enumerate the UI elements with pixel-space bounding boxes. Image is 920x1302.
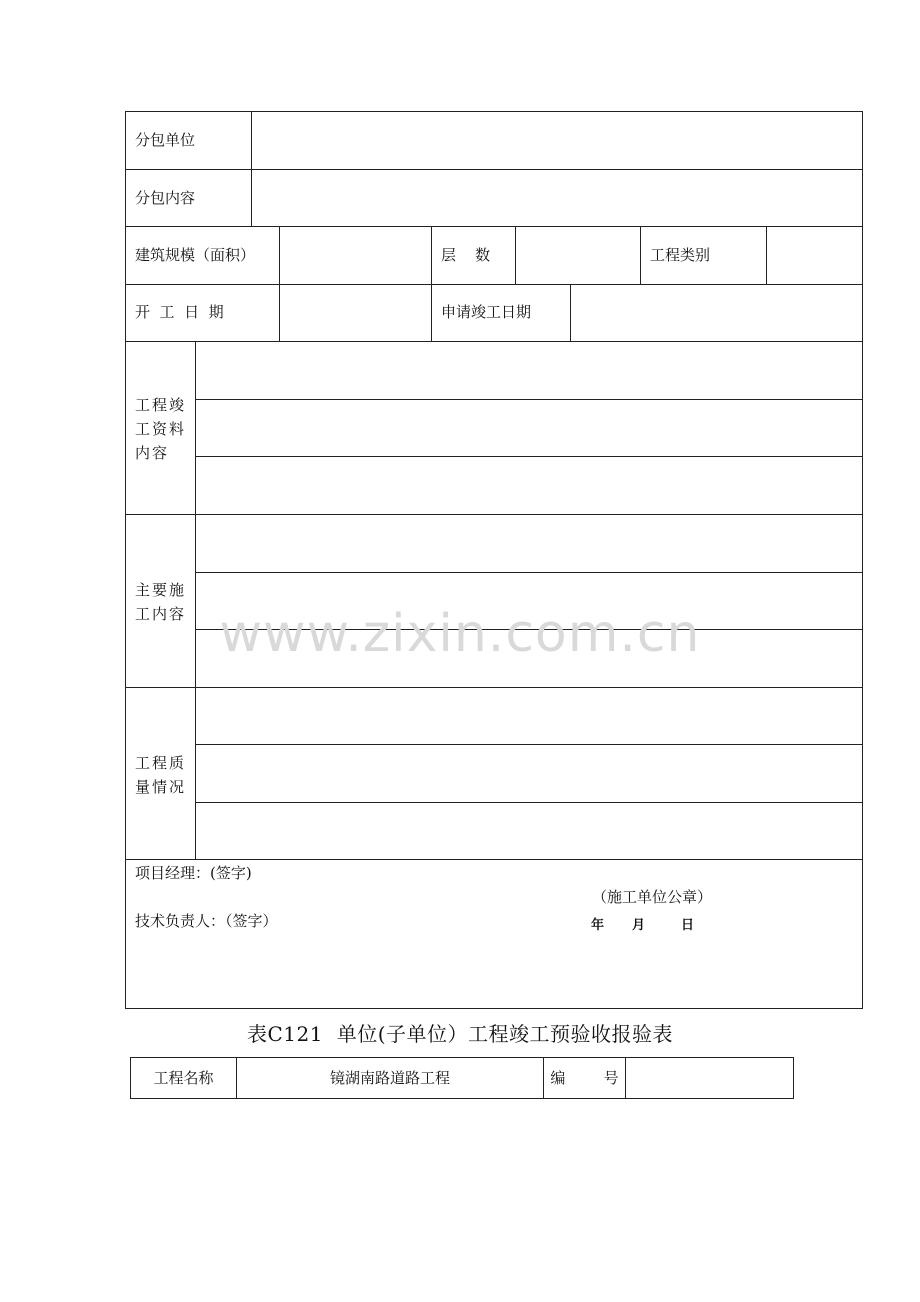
building-scale-label: 建筑规模（面积） xyxy=(135,246,256,264)
completion-docs-line-3[interactable] xyxy=(196,457,862,514)
month-label: 月 xyxy=(632,918,646,933)
completion-docs-line-2[interactable] xyxy=(196,400,862,456)
project-manager-signature-label: 项目经理：(签字) xyxy=(135,864,252,882)
construction-unit-stamp-label: （施工单位公章） xyxy=(592,888,713,906)
quality-line-1[interactable] xyxy=(196,688,862,744)
tech-lead-signature-label: 技术负责人：（签字） xyxy=(135,912,278,930)
main-construction-label: 主要施工内容 xyxy=(135,581,187,623)
day-label: 日 xyxy=(681,918,695,933)
project-name-value[interactable]: 镜湖南路道路工程 xyxy=(329,1069,450,1087)
quality-label: 工程质量情况 xyxy=(135,754,187,796)
completion-docs-label: 工程竣工资料内容 xyxy=(135,396,187,462)
subcontract-content-field[interactable] xyxy=(252,170,862,226)
number-label: 编 号 xyxy=(550,1069,619,1087)
subcontractor-field[interactable] xyxy=(252,112,862,169)
apply-completion-date-field[interactable] xyxy=(571,285,862,341)
quality-line-2[interactable] xyxy=(196,745,862,802)
quality-line-3[interactable] xyxy=(196,803,862,859)
completion-docs-line-1[interactable] xyxy=(196,342,862,399)
project-name-label: 工程名称 xyxy=(153,1069,214,1087)
floors-field[interactable] xyxy=(516,227,640,284)
start-date-label: 开 工 日 期 xyxy=(135,303,224,321)
main-construction-line-1[interactable] xyxy=(196,515,862,572)
main-construction-line-2[interactable] xyxy=(196,573,862,629)
project-category-field[interactable] xyxy=(767,227,862,284)
year-label: 年 xyxy=(591,918,605,933)
site-watermark: www.zixin.com.cn xyxy=(219,604,701,664)
project-category-label: 工程类别 xyxy=(650,246,711,264)
subcontract-content-label: 分包内容 xyxy=(135,189,196,207)
main-construction-line-3[interactable] xyxy=(196,630,862,687)
subcontractor-label: 分包单位 xyxy=(135,131,196,149)
table-title: 表C121 单位(子单位）工程竣工预验收报验表 xyxy=(247,1022,673,1046)
start-date-field[interactable] xyxy=(280,285,431,341)
floors-label: 层 数 xyxy=(441,246,491,264)
building-scale-field[interactable] xyxy=(280,227,431,284)
apply-completion-date-label: 申请竣工日期 xyxy=(441,303,532,321)
